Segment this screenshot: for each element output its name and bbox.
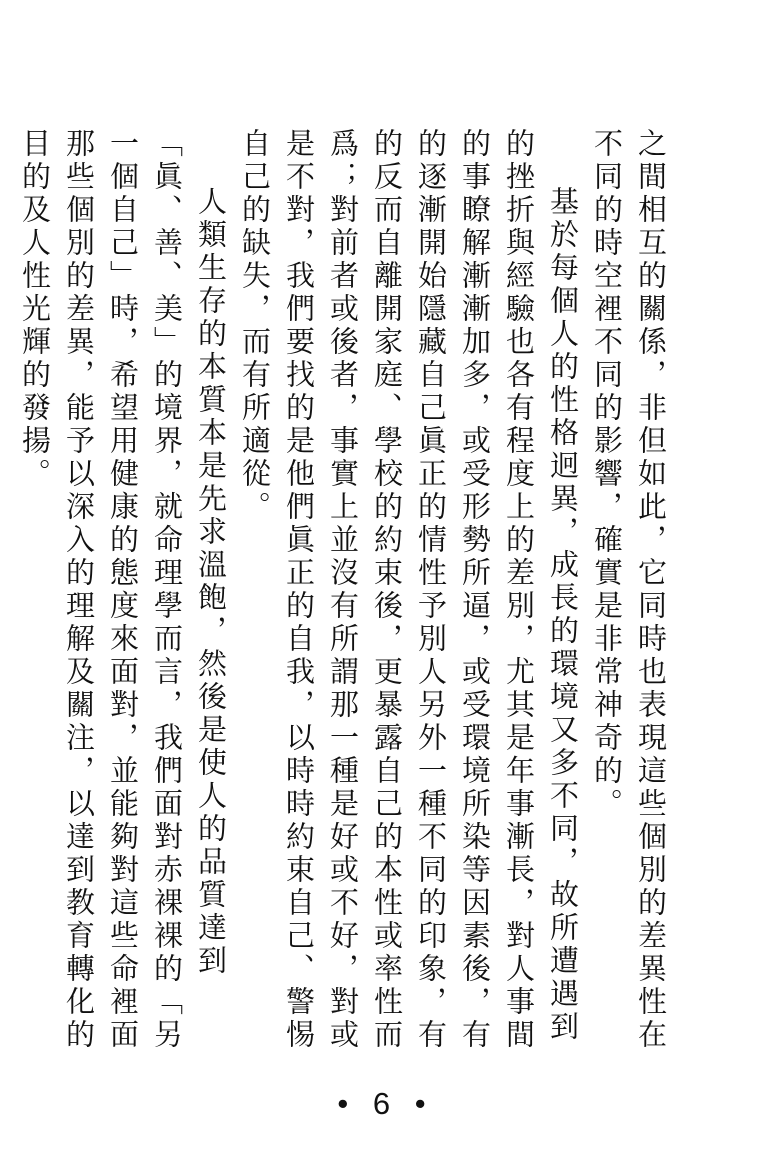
paragraph-3: 人類生存的本質本是先求溫飽，然後是使人的品質達到「眞、善、美」的境界，就命理學而言，我們面對赤裸裸的「另一個自己」時，希望用健康的態度來面對，並能夠對這些命裡面那些個別的差異，能予以深入的理解及關注，以達到教育轉化的目的及人性光輝的發揚。 [18, 128, 228, 1052]
paragraph-2: 基於每個人的性格迥異，成長的環境又多不同，故所遭遇到的挫折與經驗也各有程度上的差別，尤其是年事漸長，對人事間的事瞭解漸漸加多，或受形勢所逼，或受環境所染等因素後，有的逐漸開始隱藏自己眞正的情性予別人另外一種不同的印象，有的反而自離開家庭、學校的約束後，更暴露自己的本性或率性而爲；對前者或後者，事實上並沒有所謂那一種是好或不好，對或是不對，我們要找的是他們眞正的自我，以時時約束自己、警惕自己的缺失，而有所適從。 [238, 128, 580, 1052]
page-number: • 6 • [337, 1086, 434, 1121]
vertical-text-body [18, 128, 673, 1068]
paragraph-1: 之間相互的關係，非但如此，它同時也表現這些個別的差異性在不同的時空裡不同的影響，確實是非常神奇的。 [590, 128, 668, 1052]
